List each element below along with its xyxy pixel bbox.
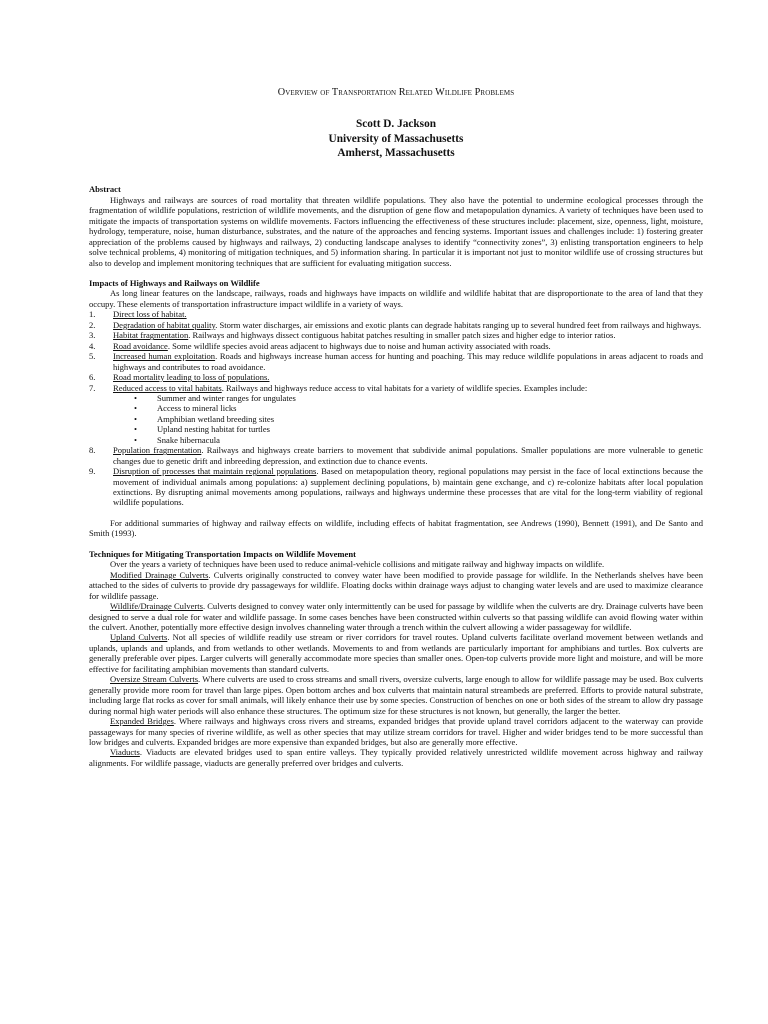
impact-number: 8.	[89, 445, 96, 456]
author-block	[89, 117, 703, 160]
impact-item	[89, 383, 703, 393]
techniques-intro: Over the years a variety of techniques have been used to reduce animal-vehicle collisions and mitigate railway and highway impacts on wildlife.	[110, 559, 605, 570]
impact-term: Increased human exploitation	[113, 351, 216, 362]
impact-item	[89, 372, 703, 382]
impact-item	[89, 320, 703, 330]
abstract-text: Highways and railways are sources of road mortality that threaten wildlife populations. They also have the potential to undermine ecological processes through the fragmentation of wildlife populations, restriction of wildlife movements, and the disruption of gene flow and metapopulation dynamics. A variety of techniques have been used to mitigate the impacts of transportation systems on wildlife movements. Factors influencing the effectiveness of these structures include: placement, size, openness, light, moisture, hydrology, temperature, noise, human disturbance, substrates, and the nature of the approaches and fencing systems. Important issues and challenges include: 1) fostering greater appreciation of the problems caused by highways and railways, 2) conducting landscape analyses to identify “connectivity zones”, 3) enlisting transportation engineers to help solve technical problems, 4) monitoring of mitigation techniques, and 5) information sharing. In particular it is important not just to monitor wildlife use of crossing structures but also to develop and implement monitoring techniques that are sufficient for evaluating mitigation success.	[89, 194, 703, 268]
bullet-item	[134, 424, 703, 434]
impacts-summary: For additional summaries of highway and railway effects on wildlife, including effects of habitat fragmentation, see Andrews (1990), Bennett (1991), and De Santo and Smith (1993).	[89, 517, 703, 539]
author-name: Scott D. Jackson	[355, 118, 437, 131]
impact-text: . Railways and highways reduce access to vital habitats for a variety of wildlife species. Examples include:	[221, 382, 588, 393]
bullet-symbol: •	[134, 403, 137, 414]
impacts-list	[89, 309, 703, 393]
impact-term: Degradation of habitat quality	[113, 319, 216, 330]
techniques-heading: Techniques for Mitigating Transportation Impacts on Wildlife Movement	[89, 548, 356, 559]
technique-term: Upland Culverts	[110, 632, 168, 643]
impact-term: Direct loss of habitat.	[113, 309, 187, 320]
technique-text: . Not all species of wildlife readily use stream or river corridors for travel routes. Upland culverts facilitate overland movement between wetlands and uplands, uplands and uplands, and from wetlands to other wetlands. Movements to and from wetlands are particularly important for amphibians and turtles. Box culverts are generally preferable over pipes. Larger culverts will generally accommodate more species than smaller ones. Open-top culverts provide more light and moisture, and will be more effective for facilitating amphibian movements than standard culverts.	[89, 632, 703, 674]
impact-item	[89, 445, 703, 466]
bullet-item	[134, 393, 703, 403]
technique-text: . Culverts designed to convey water only intermittently can be used for passage by wildlife when the culverts are dry. Drainage culverts have been designed to serve a dual role for water and wildlife passage. In some cases benches have been constructed within culverts so that passing wildlife can avoid flowing water within the culvert. Another, potentially more effective design involves channeling water through a trench within the culvert allowing a wider passageway for wildlife.	[89, 601, 703, 633]
impact-number: 4.	[89, 340, 96, 351]
author-location: Amherst, Massachusetts	[337, 147, 455, 160]
bullet-item	[134, 403, 703, 413]
technique-term: Modified Drainage Culverts	[110, 569, 209, 580]
author-affiliation: University of Massachusetts	[328, 132, 464, 145]
impact-number: 1.	[89, 309, 96, 320]
impact-item	[89, 466, 703, 508]
impact-term: Disruption of processes that maintain regional populations	[113, 466, 317, 477]
impact-text: . Roads and highways increase human access for hunting and poaching. This may reduce wildlife populations in areas adjacent to roads and highways and contributes to road avoidance.	[113, 351, 703, 372]
paper-title: Overview of Transportation Related Wildlife Problems	[277, 87, 515, 98]
technique-term: Expanded Bridges	[110, 716, 174, 727]
impact-text: . Some wildlife species avoid areas adjacent to highways due to noise and human activity associated with roads.	[167, 340, 551, 351]
impact-text: . Based on metapopulation theory, regional populations may persist in the face of local extinctions because the movement of individual animals among populations: a) supplement declining populations, b) maintain gene exchange, and c) re-colonize habitats after local population extinctions. By disrupting animal movements among populations, railways and highways undermine these processes that are vital for the long-term viability of regional wildlife populations.	[113, 466, 703, 508]
technique-term: Oversize Stream Culverts	[110, 674, 199, 685]
impact-number: 3.	[89, 330, 96, 341]
bullet-text: Amphibian wetland breeding sites	[157, 413, 275, 424]
impact-item	[89, 330, 703, 340]
bullet-text: Snake hibernacula	[157, 434, 220, 445]
bullet-text: Upland nesting habitat for turtles	[157, 424, 270, 435]
impact-term: Road mortality leading to loss of populations.	[113, 372, 270, 383]
impacts-intro: As long linear features on the landscape, railways, roads and highways have impacts on wildlife and wildlife habitat that are disproportionate to the area of land that they occupy. These elements of transportation infrastructure impact wildlife in a variety of ways.	[89, 288, 703, 309]
technique-paragraph	[89, 716, 703, 747]
bullet-text: Summer and winter ranges for ungulates	[157, 392, 296, 403]
technique-term: Wildlife/Drainage Culverts	[110, 601, 203, 612]
impact-number: 9.	[89, 466, 96, 477]
technique-text: . Culverts originally constructed to convey water have been modified to provide passage for wildlife. In the Netherlands shelves have been attached to the sides of culverts to provide dry passageways for wildlife. Floating docks within drainage ways adjust to changing water levels and are used to maximize clearance for wildlife passage.	[89, 569, 703, 601]
technique-paragraph	[89, 747, 703, 768]
bullet-symbol: •	[134, 392, 137, 403]
bullet-item	[134, 414, 703, 424]
bullet-symbol: •	[134, 413, 137, 424]
vital-habitats-list	[89, 393, 703, 445]
bullet-symbol: •	[134, 424, 137, 435]
technique-paragraph	[89, 632, 703, 674]
technique-paragraph	[89, 570, 703, 601]
technique-text: . Where culverts are used to cross streams and small rivers, oversize culverts, large enough to allow for wildlife passage may be used. Box culverts generally provide more room for travel than large pipes. Open bottom arches and box culverts that maintain natural streambeds are preferred. Efforts to provide natural substrate, including large flat rocks as cover for small animals, will likely enhance their use by some species. Construction of benches on one or both sides of the stream to allow dry passage during normal high water periods will also enhance these structures. The optimum size for these structures is not known, but generally, the larger the better.	[89, 674, 703, 716]
bullet-symbol: •	[134, 434, 137, 445]
impacts-heading: Impacts of Highways and Railways on Wildlife	[89, 277, 260, 288]
document-page	[89, 88, 703, 768]
impact-number: 5.	[89, 351, 96, 362]
impact-text: . Railways and highways dissect contiguous habitat patches resulting in smaller patch sizes and higher edge to interior ratios.	[188, 330, 616, 341]
impact-text: . Railways and highways create barriers to movement that subdivide animal populations. Smaller populations are more vulnerable to genetic changes due to genetic drift and inbreeding depression, and extinction due to chance events.	[113, 445, 703, 466]
impacts-list-continued	[89, 445, 703, 508]
impact-term: Road avoidance	[113, 340, 168, 351]
bullet-text: Access to mineral licks	[157, 403, 237, 414]
technique-term: Viaducts	[110, 747, 140, 758]
impact-number: 2.	[89, 319, 96, 330]
impact-number: 6.	[89, 372, 96, 383]
impact-item	[89, 351, 703, 372]
impact-number: 7.	[89, 382, 96, 393]
impact-term: Habitat fragmentation	[113, 330, 189, 341]
abstract-heading: Abstract	[89, 184, 121, 195]
technique-paragraph	[89, 674, 703, 716]
impact-term: Reduced access to vital habitats	[113, 382, 222, 393]
technique-paragraph	[89, 601, 703, 632]
impact-item	[89, 309, 703, 319]
bullet-item	[134, 435, 703, 445]
impact-text: . Storm water discharges, air emissions and exotic plants can degrade habitats ranging up to several hundred feet from railways and highways.	[215, 319, 702, 330]
impact-item	[89, 341, 703, 351]
impact-term: Population fragmentation	[113, 445, 202, 456]
technique-text: . Where railways and highways cross rivers and streams, expanded bridges that provide upland travel corridors adjacent to the waterway can provide passageways for many species of riverine wildlife, as well as other species that may utilize stream corridors for travel. Higher and wider bridges tend to be more successful than low bridges and culverts. Expanded bridges are more expensive than expanded bridges, but also are generally more effective.	[89, 716, 703, 747]
technique-text: . Viaducts are elevated bridges used to span entire valleys. They typically provided relatively unrestricted wildlife movement across highway and railway alignments. For wildlife passage, viaducts are generally preferred over bridges and culverts.	[89, 747, 703, 768]
